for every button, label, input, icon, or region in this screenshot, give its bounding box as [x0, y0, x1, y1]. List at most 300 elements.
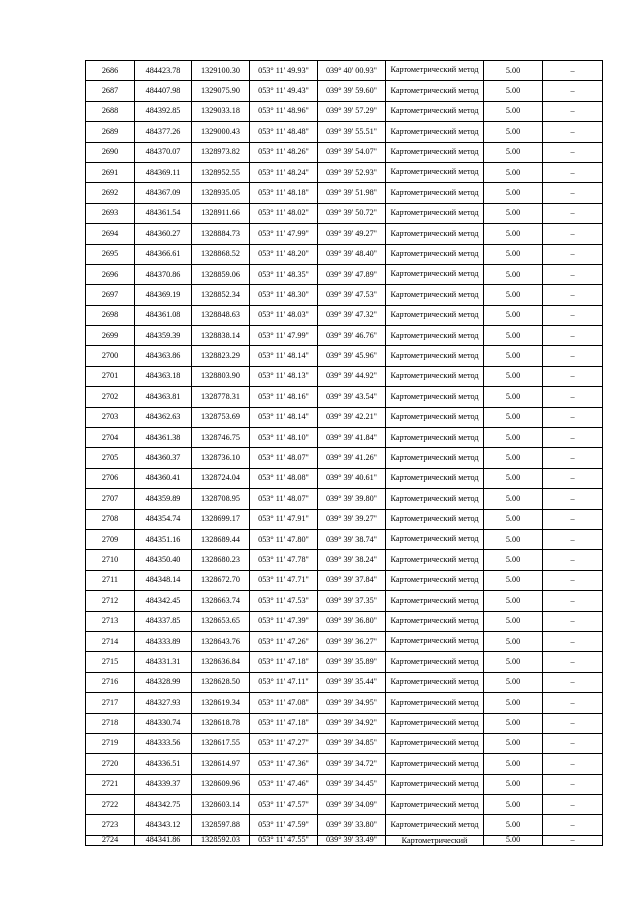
method-text: Картометрический метод	[390, 85, 479, 95]
accuracy-cell: 5.00	[484, 672, 543, 692]
table-row	[86, 142, 603, 162]
method-text: Картометрический метод	[390, 534, 479, 544]
longitude-cell: 039° 39' 38.74"	[318, 529, 386, 549]
accuracy-cell: 5.00	[484, 529, 543, 549]
table-row	[86, 366, 603, 386]
method-cell	[386, 529, 484, 549]
y-coordinate-cell: 1328823.29	[192, 346, 250, 366]
note-cell: –	[543, 550, 603, 570]
latitude-cell: 053° 11' 47.71"	[250, 570, 318, 590]
table-row	[86, 754, 603, 774]
method-cell	[386, 631, 484, 651]
longitude-cell: 039° 39' 34.85"	[318, 733, 386, 753]
point-number-cell: 2694	[86, 224, 135, 244]
x-coordinate-cell: 484423.78	[135, 61, 192, 81]
note-cell: –	[543, 81, 603, 101]
longitude-cell: 039° 39' 42.21"	[318, 407, 386, 427]
longitude-cell: 039° 39' 49.27"	[318, 224, 386, 244]
point-number-cell: 2689	[86, 122, 135, 142]
longitude-cell: 039° 39' 44.92"	[318, 366, 386, 386]
longitude-cell: 039° 39' 43.54"	[318, 387, 386, 407]
table-row	[86, 489, 603, 509]
longitude-cell: 039° 39' 34.72"	[318, 754, 386, 774]
y-coordinate-cell: 1328699.17	[192, 509, 250, 529]
point-number-cell: 2722	[86, 795, 135, 815]
x-coordinate-cell: 484342.45	[135, 591, 192, 611]
latitude-cell: 053° 11' 47.99"	[250, 224, 318, 244]
accuracy-cell: 5.00	[484, 122, 543, 142]
note-cell: –	[543, 448, 603, 468]
method-cell	[386, 448, 484, 468]
latitude-cell: 053° 11' 47.36"	[250, 754, 318, 774]
method-text: Картометрический метод	[390, 779, 479, 789]
x-coordinate-cell: 484363.81	[135, 387, 192, 407]
point-number-cell: 2720	[86, 754, 135, 774]
y-coordinate-cell: 1328724.04	[192, 468, 250, 488]
point-number-cell: 2708	[86, 509, 135, 529]
method-text: Картометрический метод	[390, 371, 479, 381]
x-coordinate-cell: 484366.61	[135, 244, 192, 264]
latitude-cell: 053° 11' 47.91"	[250, 509, 318, 529]
accuracy-cell: 5.00	[484, 774, 543, 794]
x-coordinate-cell: 484351.16	[135, 529, 192, 549]
method-text: Картометрический метод	[390, 249, 479, 258]
accuracy-cell: 5.00	[484, 407, 543, 427]
method-text: Картометрический метод	[390, 167, 479, 177]
method-text: Картометрический метод	[390, 432, 479, 442]
accuracy-cell: 5.00	[484, 326, 543, 346]
x-coordinate-cell: 484361.38	[135, 428, 192, 448]
accuracy-cell: 5.00	[484, 305, 543, 325]
y-coordinate-cell: 1328672.70	[192, 570, 250, 590]
longitude-cell: 039° 39' 36.27"	[318, 631, 386, 651]
latitude-cell: 053° 11' 48.14"	[250, 407, 318, 427]
x-coordinate-cell: 484360.41	[135, 468, 192, 488]
y-coordinate-cell: 1328838.14	[192, 326, 250, 346]
method-cell	[386, 61, 484, 81]
point-number-cell: 2705	[86, 448, 135, 468]
y-coordinate-cell: 1328609.96	[192, 774, 250, 794]
method-cell	[386, 203, 484, 223]
y-coordinate-cell: 1328653.65	[192, 611, 250, 631]
method-text: Картометрический метод	[390, 758, 479, 768]
accuracy-cell: 5.00	[484, 693, 543, 713]
accuracy-cell: 5.00	[484, 509, 543, 529]
method-text: Картометрический метод	[390, 636, 479, 646]
latitude-cell: 053° 11' 47.59"	[250, 815, 318, 835]
method-cell	[386, 101, 484, 121]
x-coordinate-cell: 484369.11	[135, 162, 192, 182]
y-coordinate-cell: 1328848.63	[192, 305, 250, 325]
longitude-cell: 039° 39' 50.72"	[318, 203, 386, 223]
method-cell	[386, 468, 484, 488]
accuracy-cell: 5.00	[484, 61, 543, 81]
x-coordinate-cell: 484392.85	[135, 101, 192, 121]
longitude-cell: 039° 39' 35.89"	[318, 652, 386, 672]
note-cell: –	[543, 835, 603, 846]
method-cell	[386, 305, 484, 325]
method-cell	[386, 774, 484, 794]
table-row	[86, 795, 603, 815]
table-row	[86, 122, 603, 142]
y-coordinate-cell: 1329033.18	[192, 101, 250, 121]
x-coordinate-cell: 484361.54	[135, 203, 192, 223]
longitude-cell: 039° 39' 45.96"	[318, 346, 386, 366]
method-text: Картометрический	[401, 835, 468, 845]
method-cell	[386, 815, 484, 835]
method-text: Картометрический метод	[390, 819, 479, 829]
longitude-cell: 039° 39' 40.61"	[318, 468, 386, 488]
accuracy-cell: 5.00	[484, 285, 543, 305]
point-number-cell: 2724	[86, 835, 135, 846]
accuracy-cell: 5.00	[484, 162, 543, 182]
method-cell	[386, 570, 484, 590]
latitude-cell: 053° 11' 47.55"	[250, 835, 318, 846]
accuracy-cell: 5.00	[484, 652, 543, 672]
x-coordinate-cell: 484337.85	[135, 611, 192, 631]
latitude-cell: 053° 11' 48.48"	[250, 122, 318, 142]
note-cell: –	[543, 326, 603, 346]
x-coordinate-cell: 484369.19	[135, 285, 192, 305]
note-cell: –	[543, 61, 603, 81]
table-row	[86, 326, 603, 346]
latitude-cell: 053° 11' 47.27"	[250, 733, 318, 753]
y-coordinate-cell: 1328680.23	[192, 550, 250, 570]
note-cell: –	[543, 774, 603, 794]
note-cell: –	[543, 101, 603, 121]
method-cell	[386, 264, 484, 284]
accuracy-cell: 5.00	[484, 835, 543, 846]
note-cell: –	[543, 489, 603, 509]
accuracy-cell: 5.00	[484, 428, 543, 448]
point-number-cell: 2716	[86, 672, 135, 692]
accuracy-cell: 5.00	[484, 183, 543, 203]
method-text: Картометрический метод	[390, 799, 479, 809]
point-number-cell: 2700	[86, 346, 135, 366]
note-cell: –	[543, 754, 603, 774]
accuracy-cell: 5.00	[484, 366, 543, 386]
note-cell: –	[543, 591, 603, 611]
table-row	[86, 162, 603, 182]
table-row	[86, 509, 603, 529]
x-coordinate-cell: 484330.74	[135, 713, 192, 733]
table-row	[86, 407, 603, 427]
method-cell	[386, 346, 484, 366]
y-coordinate-cell: 1329075.90	[192, 81, 250, 101]
x-coordinate-cell: 484354.74	[135, 509, 192, 529]
accuracy-cell: 5.00	[484, 244, 543, 264]
point-number-cell: 2703	[86, 407, 135, 427]
method-cell	[386, 693, 484, 713]
accuracy-cell: 5.00	[484, 489, 543, 509]
point-number-cell: 2710	[86, 550, 135, 570]
method-text: Картометрический метод	[390, 126, 479, 136]
method-text: Картометрический метод	[390, 677, 479, 687]
method-cell	[386, 326, 484, 346]
y-coordinate-cell: 1328636.84	[192, 652, 250, 672]
note-cell: –	[543, 122, 603, 142]
latitude-cell: 053° 11' 48.35"	[250, 264, 318, 284]
point-number-cell: 2697	[86, 285, 135, 305]
method-cell	[386, 835, 484, 846]
table-row	[86, 81, 603, 101]
point-number-cell: 2706	[86, 468, 135, 488]
method-text: Картометрический метод	[390, 738, 479, 748]
y-coordinate-cell: 1328736.10	[192, 448, 250, 468]
accuracy-cell: 5.00	[484, 550, 543, 570]
y-coordinate-cell: 1329000.43	[192, 122, 250, 142]
longitude-cell: 039° 39' 34.92"	[318, 713, 386, 733]
latitude-cell: 053° 11' 48.03"	[250, 305, 318, 325]
x-coordinate-cell: 484360.27	[135, 224, 192, 244]
note-cell: –	[543, 203, 603, 223]
method-cell	[386, 550, 484, 570]
method-text: Картометрический метод	[390, 473, 479, 483]
accuracy-cell: 5.00	[484, 448, 543, 468]
method-cell	[386, 162, 484, 182]
longitude-cell: 039° 39' 47.89"	[318, 264, 386, 284]
y-coordinate-cell: 1328614.97	[192, 754, 250, 774]
y-coordinate-cell: 1328643.76	[192, 631, 250, 651]
method-cell	[386, 142, 484, 162]
note-cell: –	[543, 366, 603, 386]
latitude-cell: 053° 11' 47.53"	[250, 591, 318, 611]
point-number-cell: 2704	[86, 428, 135, 448]
point-number-cell: 2719	[86, 733, 135, 753]
point-number-cell: 2690	[86, 142, 135, 162]
table-row	[86, 611, 603, 631]
accuracy-cell: 5.00	[484, 387, 543, 407]
table-row	[86, 101, 603, 121]
accuracy-cell: 5.00	[484, 264, 543, 284]
latitude-cell: 053° 11' 47.39"	[250, 611, 318, 631]
table-row	[86, 713, 603, 733]
y-coordinate-cell: 1328884.73	[192, 224, 250, 244]
method-cell	[386, 591, 484, 611]
method-cell	[386, 754, 484, 774]
latitude-cell: 053° 11' 47.46"	[250, 774, 318, 794]
point-number-cell: 2715	[86, 652, 135, 672]
point-number-cell: 2701	[86, 366, 135, 386]
accuracy-cell: 5.00	[484, 631, 543, 651]
latitude-cell: 053° 11' 48.96"	[250, 101, 318, 121]
method-text: Картометрический метод	[390, 289, 479, 299]
point-number-cell: 2714	[86, 631, 135, 651]
point-number-cell: 2713	[86, 611, 135, 631]
note-cell: –	[543, 162, 603, 182]
latitude-cell: 053° 11' 48.13"	[250, 366, 318, 386]
x-coordinate-cell: 484342.75	[135, 795, 192, 815]
x-coordinate-cell: 484362.63	[135, 407, 192, 427]
method-cell	[386, 224, 484, 244]
point-number-cell: 2691	[86, 162, 135, 182]
y-coordinate-cell: 1328663.74	[192, 591, 250, 611]
table-row	[86, 448, 603, 468]
y-coordinate-cell: 1328778.31	[192, 387, 250, 407]
note-cell: –	[543, 264, 603, 284]
accuracy-cell: 5.00	[484, 468, 543, 488]
y-coordinate-cell: 1328617.55	[192, 733, 250, 753]
accuracy-cell: 5.00	[484, 81, 543, 101]
point-number-cell: 2707	[86, 489, 135, 509]
longitude-cell: 039° 39' 47.53"	[318, 285, 386, 305]
longitude-cell: 039° 39' 38.24"	[318, 550, 386, 570]
y-coordinate-cell: 1328852.34	[192, 285, 250, 305]
x-coordinate-cell: 484328.99	[135, 672, 192, 692]
y-coordinate-cell: 1328859.06	[192, 264, 250, 284]
x-coordinate-cell: 484370.07	[135, 142, 192, 162]
latitude-cell: 053° 11' 47.78"	[250, 550, 318, 570]
x-coordinate-cell: 484359.89	[135, 489, 192, 509]
method-cell	[386, 244, 484, 264]
method-text: Картометрический метод	[390, 616, 479, 626]
x-coordinate-cell: 484363.18	[135, 366, 192, 386]
note-cell: –	[543, 428, 603, 448]
y-coordinate-cell: 1328628.50	[192, 672, 250, 692]
method-cell	[386, 387, 484, 407]
x-coordinate-cell: 484343.12	[135, 815, 192, 835]
table-row	[86, 693, 603, 713]
method-text: Картометрический метод	[390, 147, 479, 157]
point-number-cell: 2709	[86, 529, 135, 549]
x-coordinate-cell: 484377.26	[135, 122, 192, 142]
latitude-cell: 053° 11' 48.10"	[250, 428, 318, 448]
point-number-cell: 2696	[86, 264, 135, 284]
longitude-cell: 039° 39' 48.40"	[318, 244, 386, 264]
longitude-cell: 039° 39' 52.93"	[318, 162, 386, 182]
latitude-cell: 053° 11' 49.93"	[250, 61, 318, 81]
method-text: Картометрический метод	[390, 228, 479, 238]
longitude-cell: 039° 39' 34.95"	[318, 693, 386, 713]
longitude-cell: 039° 40' 00.93"	[318, 61, 386, 81]
point-number-cell: 2698	[86, 305, 135, 325]
y-coordinate-cell: 1328708.95	[192, 489, 250, 509]
note-cell: –	[543, 631, 603, 651]
longitude-cell: 039° 39' 57.29"	[318, 101, 386, 121]
y-coordinate-cell: 1328619.34	[192, 693, 250, 713]
x-coordinate-cell: 484370.86	[135, 264, 192, 284]
method-cell	[386, 122, 484, 142]
y-coordinate-cell: 1328911.66	[192, 203, 250, 223]
latitude-cell: 053° 11' 48.24"	[250, 162, 318, 182]
table-row	[86, 264, 603, 284]
accuracy-cell: 5.00	[484, 795, 543, 815]
longitude-cell: 039° 39' 51.98"	[318, 183, 386, 203]
method-text: Картометрический метод	[390, 106, 479, 116]
table-row	[86, 346, 603, 366]
y-coordinate-cell: 1328935.05	[192, 183, 250, 203]
x-coordinate-cell: 484331.31	[135, 652, 192, 672]
accuracy-cell: 5.00	[484, 224, 543, 244]
method-text: Картометрический метод	[390, 656, 479, 666]
longitude-cell: 039° 39' 37.35"	[318, 591, 386, 611]
note-cell: –	[543, 468, 603, 488]
latitude-cell: 053° 11' 49.43"	[250, 81, 318, 101]
method-cell	[386, 611, 484, 631]
method-text: Картометрический метод	[390, 554, 479, 564]
table-row	[86, 203, 603, 223]
method-cell	[386, 489, 484, 509]
note-cell: –	[543, 713, 603, 733]
longitude-cell: 039° 39' 36.80"	[318, 611, 386, 631]
point-number-cell: 2692	[86, 183, 135, 203]
accuracy-cell: 5.00	[484, 346, 543, 366]
table-row	[86, 61, 603, 81]
longitude-cell: 039° 39' 34.09"	[318, 795, 386, 815]
x-coordinate-cell: 484336.51	[135, 754, 192, 774]
method-cell	[386, 183, 484, 203]
x-coordinate-cell: 484359.39	[135, 326, 192, 346]
point-number-cell: 2686	[86, 61, 135, 81]
accuracy-cell: 5.00	[484, 815, 543, 835]
x-coordinate-cell: 484361.08	[135, 305, 192, 325]
latitude-cell: 053° 11' 47.11"	[250, 672, 318, 692]
coordinates-table	[85, 60, 603, 846]
note-cell: –	[543, 795, 603, 815]
x-coordinate-cell: 484333.89	[135, 631, 192, 651]
method-cell	[386, 428, 484, 448]
table-row	[86, 591, 603, 611]
note-cell: –	[543, 244, 603, 264]
longitude-cell: 039° 39' 46.76"	[318, 326, 386, 346]
note-cell: –	[543, 733, 603, 753]
table-row	[86, 631, 603, 651]
note-cell: –	[543, 611, 603, 631]
note-cell: –	[543, 509, 603, 529]
latitude-cell: 053° 11' 47.57"	[250, 795, 318, 815]
x-coordinate-cell: 484360.37	[135, 448, 192, 468]
point-number-cell: 2711	[86, 570, 135, 590]
method-text: Картометрический метод	[390, 575, 479, 585]
x-coordinate-cell: 484350.40	[135, 550, 192, 570]
table-row	[86, 244, 603, 264]
note-cell: –	[543, 529, 603, 549]
latitude-cell: 053° 11' 48.08"	[250, 468, 318, 488]
accuracy-cell: 5.00	[484, 754, 543, 774]
latitude-cell: 053° 11' 48.07"	[250, 489, 318, 509]
x-coordinate-cell: 484333.56	[135, 733, 192, 753]
table-row	[86, 652, 603, 672]
longitude-cell: 039° 39' 41.84"	[318, 428, 386, 448]
latitude-cell: 053° 11' 48.18"	[250, 183, 318, 203]
table-row	[86, 224, 603, 244]
table-row	[86, 733, 603, 753]
method-text: Картометрический метод	[390, 187, 479, 197]
method-cell	[386, 366, 484, 386]
x-coordinate-cell: 484367.09	[135, 183, 192, 203]
method-text: Картометрический метод	[390, 595, 479, 605]
y-coordinate-cell: 1328868.52	[192, 244, 250, 264]
longitude-cell: 039° 39' 59.60"	[318, 81, 386, 101]
longitude-cell: 039° 39' 47.32"	[318, 305, 386, 325]
note-cell: –	[543, 142, 603, 162]
method-text: Картометрический метод	[390, 65, 479, 75]
point-number-cell: 2688	[86, 101, 135, 121]
y-coordinate-cell: 1329100.30	[192, 61, 250, 81]
table-row	[86, 774, 603, 794]
method-text: Картометрический метод	[390, 514, 479, 524]
y-coordinate-cell: 1328803.90	[192, 366, 250, 386]
latitude-cell: 053° 11' 47.80"	[250, 529, 318, 549]
y-coordinate-cell: 1328952.55	[192, 162, 250, 182]
method-text: Картометрический метод	[390, 412, 479, 422]
y-coordinate-cell: 1328689.44	[192, 529, 250, 549]
method-text: Картометрический метод	[390, 493, 479, 503]
method-cell	[386, 509, 484, 529]
longitude-cell: 039° 39' 33.80"	[318, 815, 386, 835]
table-row	[86, 468, 603, 488]
method-text: Картометрический метод	[390, 269, 479, 279]
